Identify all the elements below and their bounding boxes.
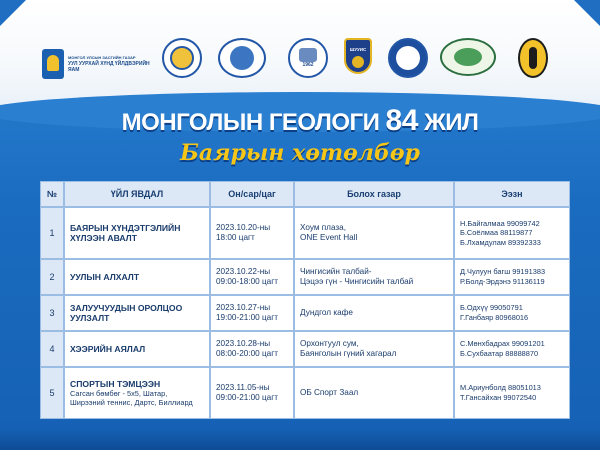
place-text: Баянголын гүний хагарал (300, 349, 397, 358)
date-text: 2023.10.27-ны (216, 302, 271, 312)
university-shield-logo (344, 38, 372, 74)
shield-emblem-icon (352, 56, 364, 68)
place-text: Хоум плаза, (300, 222, 346, 232)
ministry-logo (40, 44, 158, 84)
ministry-name: УУЛ УУРХАЙ ХҮНД ҮЙЛДВЭРИЙН ЯАМ (68, 61, 150, 73)
map-icon (454, 48, 482, 66)
map-emblem-icon (230, 46, 254, 70)
table-row (40, 259, 570, 295)
place-text: Дундгол кафе (300, 307, 353, 317)
row-number: 3 (40, 295, 64, 331)
table-row (40, 295, 570, 331)
contact-text: Б.Сухбаатар 88888870 (460, 349, 539, 358)
contact-text: С.Мөнхбадрах 99091201 (460, 339, 545, 349)
date-text: 2023.11.05-ны (216, 382, 270, 392)
geological-society-logo (218, 38, 266, 78)
institute-logo (288, 38, 328, 78)
place-text: ОБ Спорт Заал (300, 387, 359, 397)
date-cell (210, 295, 294, 331)
event-name: ХЭЭРИЙН АЯЛАЛ (70, 343, 146, 354)
contact-text: Д.Чулуун багш 99191383 (460, 267, 546, 277)
event-cell (64, 295, 210, 331)
date-cell (210, 207, 294, 259)
place-cell (294, 331, 454, 367)
shield-badge-text: ШУУИС (349, 46, 367, 52)
event-cell (64, 331, 210, 367)
geological-society-oval-logo (440, 38, 496, 76)
contact-cell (454, 331, 570, 367)
place-text: Цэцээ гүн - Чингисийн талбай (300, 277, 414, 286)
contact-cell (454, 259, 570, 295)
row-number: 2 (40, 259, 64, 295)
contact-text: Б.Одхүү 99050791 (460, 303, 523, 313)
event-description: Сагсан бөмбөг - 5х5, Шатар, Ширээний теннис, Дартс, Биллиард (70, 389, 193, 408)
schedule-table (40, 181, 570, 419)
place-text: Чингисийн талбай- (300, 266, 372, 276)
contact-text: Б.Лхамдулам 89392333 (460, 237, 541, 247)
row-number: 5 (40, 367, 64, 419)
header-place: Болох газар (294, 181, 454, 207)
title-prefix: МОНГОЛЫН ГЕОЛОГИ (121, 109, 380, 136)
globe-logo (388, 38, 428, 78)
place-cell (294, 259, 454, 295)
table-row (40, 207, 570, 259)
bottom-shade (0, 428, 600, 450)
event-name: УУЛЫН АЛХАЛТ (70, 271, 140, 282)
contact-text: Г.Ганбаяр 80968016 (460, 313, 529, 322)
logo-row (40, 38, 570, 94)
table-row (40, 331, 570, 367)
event-name: ХҮЛЭЭН АВАЛТ (70, 233, 137, 243)
corner-decoration (574, 0, 600, 26)
event-cell (64, 367, 210, 419)
date-cell (210, 331, 294, 367)
table-row (40, 367, 570, 419)
table-header-row (40, 181, 570, 207)
contact-text: М.Ариунболд 88051013 (460, 383, 541, 393)
event-name: СПОРТЫН ТЭМЦЭЭН (70, 378, 161, 389)
building-icon (299, 48, 317, 62)
contact-text: Б.Соёлмаа 88119877 (460, 228, 533, 238)
page-subtitle: Баярын хөтөлбөр (180, 140, 420, 166)
place-text: Орхонтуул сум, (300, 338, 359, 348)
contact-cell (454, 367, 570, 419)
title-number: 84 (385, 104, 418, 137)
place-cell (294, 207, 454, 259)
ministry-small-text: МОНГОЛ УЛСЫН ЗАСГИЙН ГАЗАР (68, 55, 136, 60)
header-no: № (40, 181, 64, 207)
row-number: 1 (40, 207, 64, 259)
schedule-table-wrap (40, 181, 570, 433)
logo-year: 1962 (302, 62, 314, 68)
hiker-icon (529, 47, 537, 69)
date-text: 19:00-21:00 цагт (216, 313, 278, 322)
event-name: БАЯРЫН ХҮНДЭТГЭЛИЙН (70, 222, 181, 233)
date-cell (210, 367, 294, 419)
date-cell (210, 259, 294, 295)
page-title (0, 104, 600, 138)
globe-icon (396, 46, 420, 70)
place-cell (294, 367, 454, 419)
header-date: Он/сар/цаг (210, 181, 294, 207)
contact-text: Т.Гансайхан 99072540 (460, 393, 537, 402)
place-text: ONE Event Hall (300, 233, 358, 242)
row-number: 4 (40, 331, 64, 367)
date-text: 2023.10.20-ны (216, 222, 271, 232)
contact-text: Р.Болд-Эрдэнэ 91136119 (460, 277, 545, 286)
hiking-club-logo (518, 38, 548, 78)
date-text: 08:00-20:00 цагт (216, 349, 278, 358)
geology-association-logo (162, 38, 202, 78)
event-cell (64, 207, 210, 259)
date-text: 09:00-21:00 цагт (216, 393, 278, 402)
contact-cell (454, 295, 570, 331)
corner-decoration (0, 0, 26, 26)
header-contact: Ээзн (454, 181, 570, 207)
date-text: 2023.10.22-ны (216, 266, 271, 276)
date-text: 09:00-18:00 цагт (216, 277, 278, 286)
event-name: ЗАЛУУЧУУДЫН ОРОЛЦОО (70, 302, 183, 313)
soyombo-emblem-icon (42, 49, 64, 79)
event-name: УУЛЗАЛТ (70, 313, 110, 323)
contact-cell (454, 207, 570, 259)
event-cell (64, 259, 210, 295)
place-cell (294, 295, 454, 331)
contact-text: Н.Байгалмаа 99099742 (460, 218, 540, 228)
date-text: 18:00 цагт (216, 233, 255, 242)
header-event: ҮЙЛ ЯВДАЛ (64, 181, 210, 207)
title-suffix: ЖИЛ (424, 109, 479, 136)
date-text: 2023.10.28-ны (216, 338, 271, 348)
emblem-icon (170, 46, 194, 70)
